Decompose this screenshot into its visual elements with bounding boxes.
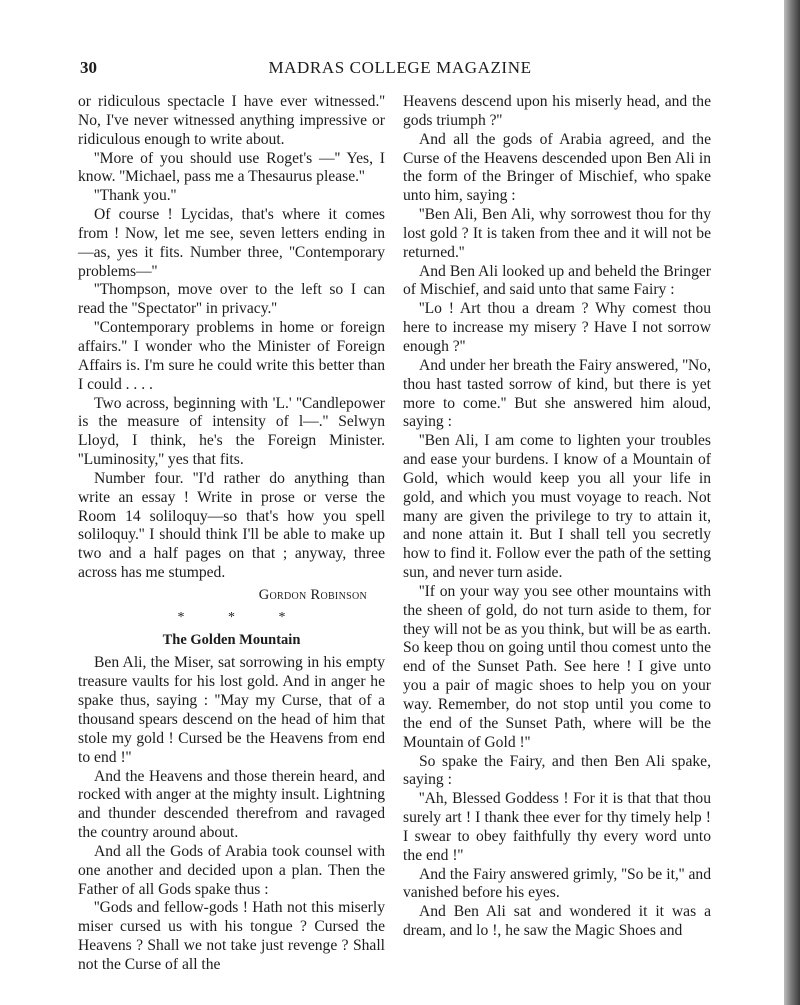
paragraph: or ridiculous spectacle I have ever witnessed.'' No, I've never witnessed anything impressive or ridiculous enough to write about. (78, 93, 385, 148)
page-number: 30 (80, 58, 97, 77)
magazine-title: MADRAS COLLEGE MAGAZINE (268, 58, 532, 77)
section-title: The Golden Mountain (162, 631, 301, 648)
paragraph: ''If on your way you see other mountains with the sheen of gold, do not turn aside to them, for they will not be as you think, but will be as earth. So keep thou on going until thou comest unto the end of the Sunset Path. See here ! I give unto you a pair of magic shoes to help you on your way. Remember, do not stop until you come to the end of the Sunset Path, where will be the Mountain of Gold !'' (403, 582, 711, 751)
paragraph: Of course ! Lycidas, that's where it comes from ! Now, let me see, seven letters ending in —as, yes it fits. Number three, ''Contemporary problems—'' (78, 206, 385, 280)
author-signature: Gordon Robinson (258, 586, 367, 603)
paragraph: Heavens descend upon his miserly head, and the gods triumph ?'' (403, 93, 711, 129)
left-column (78, 93, 385, 975)
paragraph: And Ben Ali looked up and beheld the Bringer of Mischief, and said unto that same Fairy : (403, 262, 711, 299)
paragraph: ''Ben Ali, I am come to lighten your troubles and ease your burdens. I know of a Mountain of Gold, which would keep you all your life in gold, and which you must voyage to reach. Not many are given the privilege to try to attain it, and none attain it. But I shall tell you secretly how to find it. Follow ever the path of the setting sun, and never turn aside. (403, 432, 711, 582)
paragraph: And all the gods of Arabia agreed, and the Curse of the Heavens descended upon Ben Ali in the form of the Bringer of Mischief, who spake unto him, saying : (403, 130, 711, 205)
right-column (403, 93, 711, 941)
paragraph: ''More of you should use Roget's —'' Yes, I know. ''Michael, pass me a Thesaurus please.'' (78, 149, 385, 186)
paragraph: And the Heavens and those therein heard, and rocked with anger at the mighty insult. Lightning and thunder descended therefrom and ravaged the country around about. (78, 767, 385, 842)
paragraph: And the Fairy answered grimly, ''So be it,'' and vanished before his eyes. (403, 865, 711, 902)
paragraph: Number four. ''I'd rather do anything than write an essay ! Write in prose or verse the Room 14 soliloquy—so that's how you spell soliloquy.'' I should think I'll be able to make up two and a half pages on that ; anyway, three across has me stumped. (78, 469, 385, 582)
paragraph: And Ben Ali sat and wondered it it was a dream, and lo !, he saw the Magic Shoes and (403, 903, 711, 940)
paragraph: Two across, beginning with 'L.' ''Candlepower is the measure of intensity of l—.'' Selwyn Lloyd, I think, he's the Foreign Minister. ''Luminosity,'' yes that fits. (78, 394, 385, 469)
paragraph: And under her breath the Fairy answered, ''No, thou hast tasted sorrow of kind, but there is yet more to come.'' But she answered him aloud, saying : (403, 356, 711, 431)
page-edge-shadow (784, 0, 800, 1005)
paragraph: ''Gods and fellow-gods ! Hath not this miserly miser cursed us with his tongue ? Cursed the Heavens ? Shall we not take just revenge ? Shall not the Curse of all the (78, 899, 385, 973)
paragraph: ''Thompson, move over to the left so I can read the ''Spectator'' in privacy.'' (78, 281, 385, 318)
paragraph: Ben Ali, the Miser, sat sorrowing in his empty treasure vaults for his lost gold. And in anger he spake thus, saying : ''May my Curse, that of a thousand spears descend on the head of him that stole my gold ! Cursed be the Heavens from end to end !'' (78, 654, 385, 766)
paragraph: ''Ah, Blessed Goddess ! For it is that that thou surely art ! I thank thee ever for thy timely help ! I swear to obey faithfully thy every word unto the end !'' (403, 790, 711, 864)
paragraph: ''Thank you.'' (94, 187, 177, 205)
paragraph: And all the Gods of Arabia took counsel with one another and decided upon a plan. Then the Father of all Gods spake thus : (78, 842, 385, 898)
paragraph: ''Contemporary problems in home or foreign affairs.'' I wonder who the Minister of Foreign Affairs is. I'm sure he could write this better than I could . . . . (78, 319, 385, 393)
paragraph: ''Lo ! Art thou a dream ? Why comest thou here to increase my misery ? Have I not sorrow enough ?'' (403, 300, 711, 355)
paragraph: ''Ben Ali, Ben Ali, why sorrowest thou for thy lost gold ? It is taken from thee and it will not be returned.'' (403, 206, 711, 261)
paragraph: So spake the Fairy, and then Ben Ali spake, saying : (403, 752, 711, 789)
page-header (80, 58, 720, 82)
section-separator: * * * (177, 609, 306, 625)
